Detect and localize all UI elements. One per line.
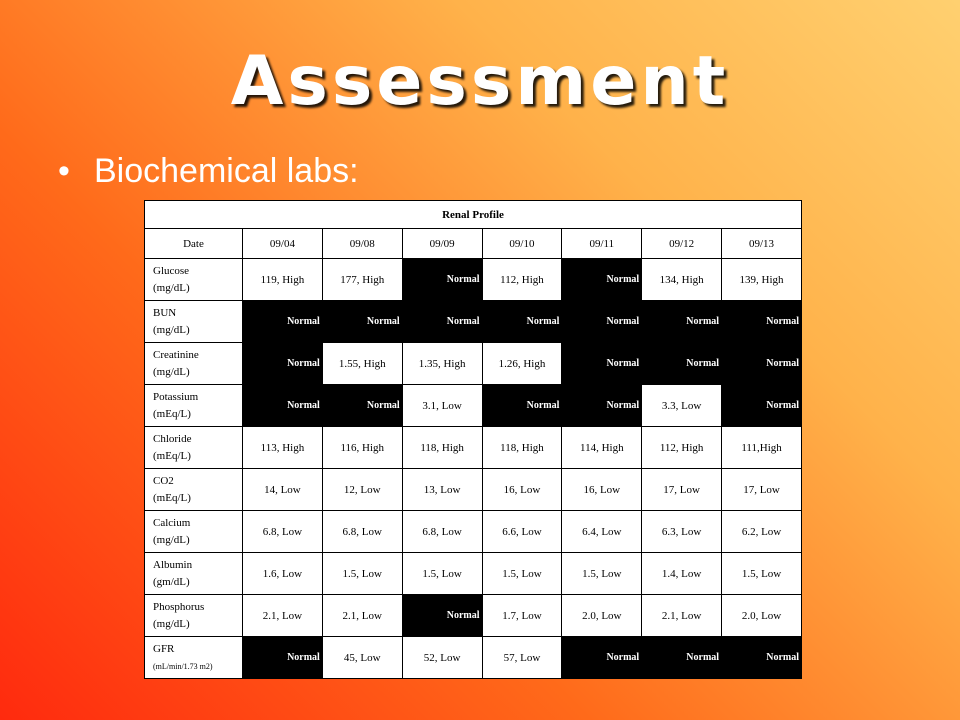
lab-unit: (mEq/L) bbox=[153, 407, 191, 420]
lab-value-cell: 118, High bbox=[402, 427, 482, 469]
header-cell: 09/09 bbox=[402, 229, 482, 259]
lab-name: Chloride bbox=[153, 432, 192, 445]
bullet-dot-icon: • bbox=[58, 152, 70, 190]
lab-value-cell: 116, High bbox=[322, 427, 402, 469]
lab-value-cell: 1.35, High bbox=[402, 343, 482, 385]
lab-value-cell: 134, High bbox=[642, 259, 722, 301]
lab-value-cell: Normal bbox=[642, 637, 722, 679]
header-row bbox=[145, 229, 802, 259]
header-cell: 09/11 bbox=[562, 229, 642, 259]
lab-value-cell: Normal bbox=[402, 259, 482, 301]
lab-value-cell: Normal bbox=[243, 301, 323, 343]
lab-value-cell: Normal bbox=[562, 343, 642, 385]
lab-unit: (mg/dL) bbox=[153, 323, 190, 336]
lab-name: Phosphorus bbox=[153, 600, 205, 613]
lab-value-cell: Normal bbox=[482, 301, 562, 343]
lab-value-cell: 17, Low bbox=[722, 469, 802, 511]
lab-value-cell: 139, High bbox=[722, 259, 802, 301]
lab-name: Creatinine bbox=[153, 348, 199, 361]
lab-value-cell: 57, Low bbox=[482, 637, 562, 679]
lab-value-cell: 6.8, Low bbox=[322, 511, 402, 553]
bullet-item bbox=[58, 152, 359, 191]
lab-name-cell bbox=[145, 553, 243, 595]
lab-value-cell: Normal bbox=[402, 301, 482, 343]
table-row bbox=[145, 553, 802, 595]
lab-value-cell: Normal bbox=[322, 385, 402, 427]
lab-value-cell: 6.4, Low bbox=[562, 511, 642, 553]
table-row bbox=[145, 427, 802, 469]
lab-value-cell: 1.6, Low bbox=[243, 553, 323, 595]
lab-unit: (mg/dL) bbox=[153, 533, 190, 546]
lab-value-cell: 2.1, Low bbox=[642, 595, 722, 637]
lab-unit: (mg/dL) bbox=[153, 617, 190, 630]
lab-unit: (mg/dL) bbox=[153, 365, 190, 378]
lab-value-cell: Normal bbox=[722, 637, 802, 679]
lab-value-cell: 6.8, Low bbox=[402, 511, 482, 553]
table-row bbox=[145, 259, 802, 301]
lab-value-cell: 2.0, Low bbox=[722, 595, 802, 637]
lab-value-cell: 1.26, High bbox=[482, 343, 562, 385]
header-cell: Date bbox=[145, 229, 243, 259]
table-caption: Renal Profile bbox=[145, 201, 802, 229]
lab-value-cell: Normal bbox=[722, 385, 802, 427]
lab-value-cell: 3.3, Low bbox=[642, 385, 722, 427]
header-cell: 09/13 bbox=[722, 229, 802, 259]
lab-name: BUN bbox=[153, 306, 177, 319]
lab-value-cell: Normal bbox=[562, 259, 642, 301]
lab-name-cell bbox=[145, 301, 243, 343]
lab-name: Potassium bbox=[153, 390, 199, 403]
lab-unit: (gm/dL) bbox=[153, 575, 190, 588]
lab-value-cell: Normal bbox=[402, 595, 482, 637]
lab-value-cell: 112, High bbox=[642, 427, 722, 469]
lab-value-cell: 1.5, Low bbox=[722, 553, 802, 595]
lab-value-cell: 2.1, Low bbox=[243, 595, 323, 637]
lab-value-cell: 114, High bbox=[562, 427, 642, 469]
lab-value-cell: 16, Low bbox=[482, 469, 562, 511]
lab-value-cell: 1.5, Low bbox=[402, 553, 482, 595]
lab-unit: (mEq/L) bbox=[153, 449, 191, 462]
lab-name: GFR bbox=[153, 642, 175, 655]
lab-value-cell: 111,High bbox=[722, 427, 802, 469]
lab-value-cell: 112, High bbox=[482, 259, 562, 301]
lab-name-cell bbox=[145, 595, 243, 637]
lab-name-cell bbox=[145, 427, 243, 469]
table-row bbox=[145, 385, 802, 427]
header-cell: 09/08 bbox=[322, 229, 402, 259]
bullet-text: Biochemical labs: bbox=[94, 152, 359, 190]
header-cell: 09/04 bbox=[243, 229, 323, 259]
lab-unit: (mEq/L) bbox=[153, 491, 191, 504]
lab-value-cell: Normal bbox=[243, 343, 323, 385]
lab-value-cell: Normal bbox=[722, 343, 802, 385]
lab-value-cell: 2.1, Low bbox=[322, 595, 402, 637]
lab-value-cell: 17, Low bbox=[642, 469, 722, 511]
table-row bbox=[145, 301, 802, 343]
lab-value-cell: 113, High bbox=[243, 427, 323, 469]
lab-value-cell: Normal bbox=[243, 385, 323, 427]
table-row bbox=[145, 637, 802, 679]
table-row bbox=[145, 469, 802, 511]
lab-value-cell: 1.5, Low bbox=[322, 553, 402, 595]
lab-value-cell: Normal bbox=[562, 385, 642, 427]
lab-value-cell: 1.5, Low bbox=[562, 553, 642, 595]
lab-name-cell bbox=[145, 259, 243, 301]
lab-value-cell: Normal bbox=[722, 301, 802, 343]
lab-name-cell bbox=[145, 637, 243, 679]
lab-value-cell: Normal bbox=[562, 637, 642, 679]
lab-name-cell bbox=[145, 385, 243, 427]
lab-name-cell bbox=[145, 469, 243, 511]
lab-value-cell: 1.7, Low bbox=[482, 595, 562, 637]
lab-value-cell: 13, Low bbox=[402, 469, 482, 511]
lab-value-cell: 6.2, Low bbox=[722, 511, 802, 553]
lab-name: Calcium bbox=[153, 516, 191, 529]
renal-profile-table bbox=[144, 200, 802, 679]
table-row bbox=[145, 511, 802, 553]
lab-value-cell: 119, High bbox=[243, 259, 323, 301]
header-cell: 09/12 bbox=[642, 229, 722, 259]
lab-value-cell: 52, Low bbox=[402, 637, 482, 679]
lab-value-cell: Normal bbox=[642, 343, 722, 385]
lab-value-cell: Normal bbox=[642, 301, 722, 343]
lab-value-cell: Normal bbox=[322, 301, 402, 343]
lab-value-cell: 1.4, Low bbox=[642, 553, 722, 595]
lab-value-cell: 3.1, Low bbox=[402, 385, 482, 427]
slide-title: Assessment bbox=[230, 42, 730, 121]
lab-value-cell: 45, Low bbox=[322, 637, 402, 679]
lab-name: Albumin bbox=[153, 558, 193, 571]
lab-value-cell: 6.3, Low bbox=[642, 511, 722, 553]
lab-value-cell: Normal bbox=[243, 637, 323, 679]
lab-value-cell: 6.8, Low bbox=[243, 511, 323, 553]
table-row bbox=[145, 343, 802, 385]
lab-value-cell: Normal bbox=[482, 385, 562, 427]
lab-value-cell: 6.6, Low bbox=[482, 511, 562, 553]
table-row bbox=[145, 595, 802, 637]
lab-unit: (mg/dL) bbox=[153, 281, 190, 294]
lab-value-cell: 177, High bbox=[322, 259, 402, 301]
lab-value-cell: 1.55, High bbox=[322, 343, 402, 385]
lab-value-cell: 12, Low bbox=[322, 469, 402, 511]
lab-name-cell bbox=[145, 511, 243, 553]
lab-value-cell: 16, Low bbox=[562, 469, 642, 511]
lab-value-cell: 118, High bbox=[482, 427, 562, 469]
lab-value-cell: Normal bbox=[562, 301, 642, 343]
header-cell: 09/10 bbox=[482, 229, 562, 259]
lab-unit: (mL/min/1.73 m2) bbox=[153, 661, 213, 671]
lab-value-cell: 2.0, Low bbox=[562, 595, 642, 637]
lab-name: CO2 bbox=[153, 474, 174, 487]
lab-value-cell: 1.5, Low bbox=[482, 553, 562, 595]
lab-value-cell: 14, Low bbox=[243, 469, 323, 511]
lab-name-cell bbox=[145, 343, 243, 385]
lab-name: Glucose bbox=[153, 264, 190, 277]
